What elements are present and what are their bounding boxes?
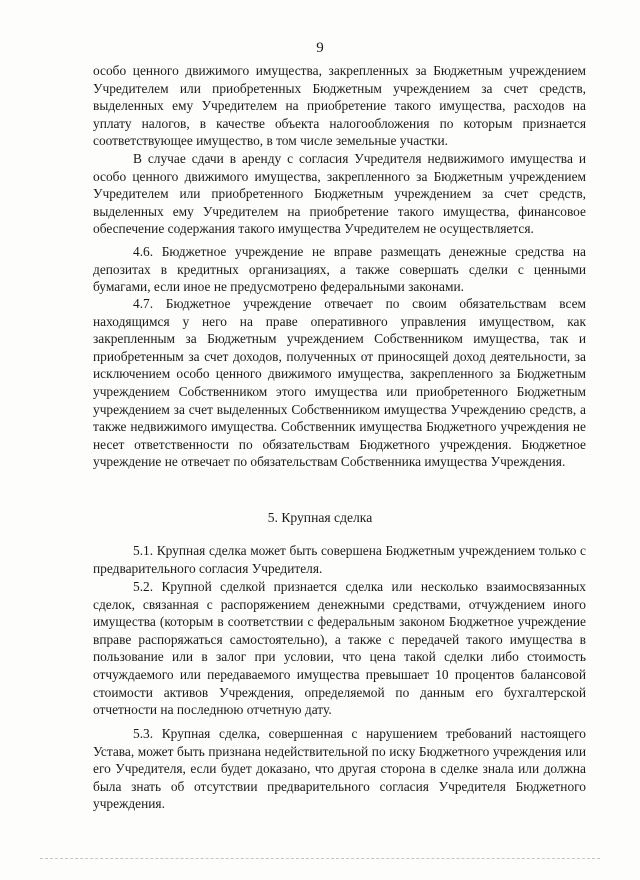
paragraph-text: особо ценного движимого имущества, закрепленных за Бюджетным учреждением Учредителем или приобретенных Бюджетным учреждением за счет средств, выделенных ему Учредителем на приобретение такого имущества, расходов на уплату налогов, в качестве объекта налогообложения по которым признается соответствующее имущество, в том числе земельные участки. (93, 63, 586, 149)
paragraph-text: В случае сдачи в аренду с согласия Учредителя недвижимого имущества и особо ценного движимого имущества, закрепленного за Бюджетным учреждением Учредителем или приобретенного Бюджетным учреждением за счет средств, выделенных ему Учредителем на приобретение такого имущества, финансовое обеспечение содержания такого имущества Учредителем не осуществляется. (93, 151, 586, 237)
paragraph-4-7 (93, 295, 586, 471)
paragraph-5-1 (93, 542, 586, 577)
paragraph-text: 4.6. Бюджетное учреждение не вправе размещать денежные средства на депозитах в кредитных организациях, а также совершать сделки с ценными бумагами, если иное не предусмотрено федеральными законами. (93, 244, 586, 295)
paragraph-5-3 (93, 725, 586, 813)
page-number: 9 (316, 40, 324, 56)
paragraph-text: 5.1. Крупная сделка может быть совершена Бюджетным учреждением только с предварительного согласия Учредителя. (93, 543, 586, 576)
paragraph-4-6 (93, 243, 586, 296)
scan-edge-line (40, 858, 600, 859)
paragraph-text: 5.3. Крупная сделка, совершенная с нарушением требований настоящего Устава, может быть признана недействительной по иску Бюджетного учреждения или его Учредителя, если будет доказано, что другая сторона в сделке знала или должна была знать об отсутствии предварительного согласия Учредителя Бюджетного учреждения. (93, 726, 586, 812)
section-heading: 5. Крупная сделка (267, 510, 373, 525)
paragraph-5-2 (93, 578, 586, 719)
paragraph-lease (93, 150, 586, 238)
paragraph-text: 4.7. Бюджетное учреждение отвечает по своим обязательствам всем находящимся у него на праве оперативного управления имуществом, как закрепленным за Бюджетным учреждением Собственником имущества, так и приобретенным за счет доходов, полученных от приносящей доход деятельности, за исключением особо ценного движимого имущества, закрепленного за Бюджетным учреждением Собственником этого имущества или приобретенного Бюджетным учреждением за счет выделенных Собственником имущества Учреждению средств, а также недвижимого имущества. Собственник имущества Бюджетного учреждения не несет ответственности по обязательствам Бюджетного учреждения. Бюджетное учреждение не отвечает по обязательствам Собственника имущества Учреждения. (93, 296, 586, 470)
paragraph-text: 5.2. Крупной сделкой признается сделка или несколько взаимосвязанных сделок, связанная с распоряжением денежными средствами, отчуждением иного имущества (которым в соответствии с федеральным законом Бюджетное учреждение вправе распоряжаться самостоятельно), а также с передачей такого имущества в пользование или в залог при условии, что цена такой сделки либо стоимость отчуждаемого или передаваемого имущества превышает 10 процентов балансовой стоимости активов Учреждения, определяемой по данным его бухгалтерской отчетности на последнюю отчетную дату. (93, 579, 586, 718)
paragraph-continuation (93, 62, 586, 150)
